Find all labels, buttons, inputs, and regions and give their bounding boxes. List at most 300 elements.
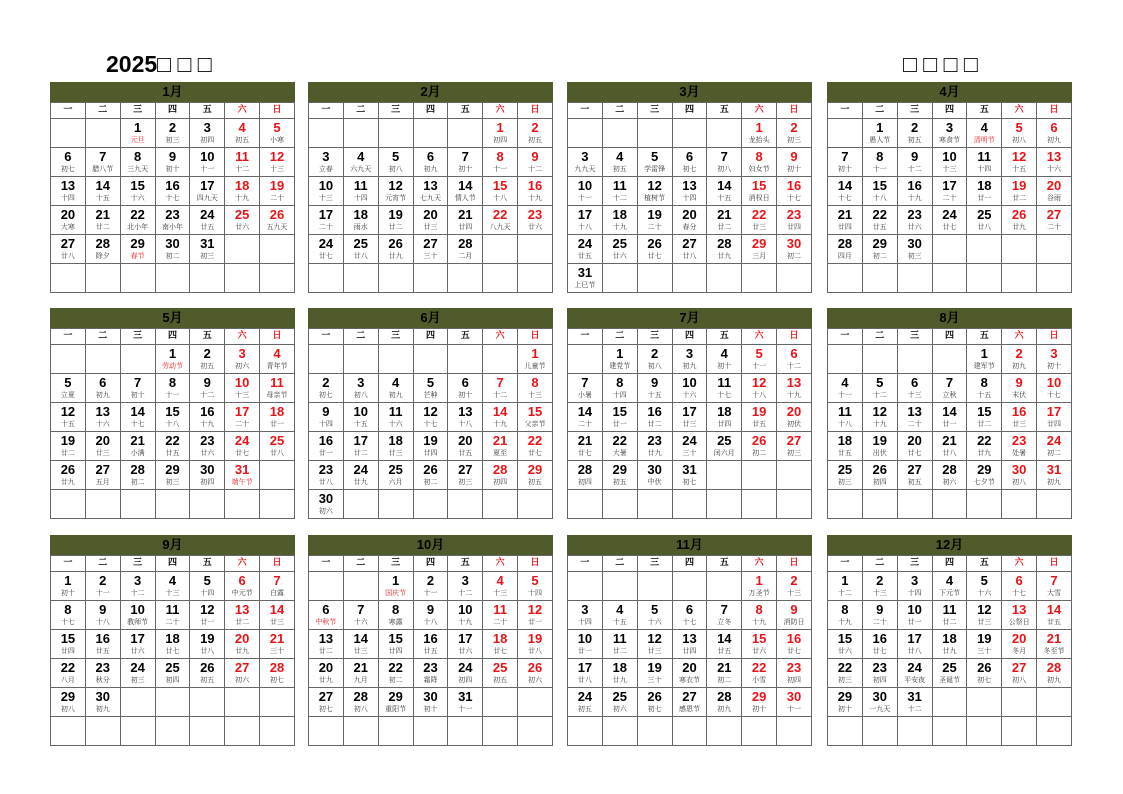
day-cell: [1037, 403, 1072, 432]
day-cell: [51, 374, 86, 403]
lunar-label: 初三: [907, 252, 922, 260]
day-cell: [1002, 206, 1037, 235]
lunar-label: 中秋节: [315, 618, 337, 626]
month-table: [827, 328, 1072, 519]
weekday-header: 二: [85, 556, 120, 572]
day-number: 17: [318, 207, 334, 222]
day-cell: [828, 403, 863, 432]
day-number: 31: [577, 265, 593, 280]
lunar-label: 初五: [528, 136, 543, 144]
day-number: 6: [426, 149, 435, 164]
lunar-label: 廿九: [60, 478, 75, 486]
month-title: 4月: [827, 82, 1072, 102]
day-cell: [190, 572, 225, 601]
day-number: 29: [60, 689, 76, 704]
day-number: 3: [1050, 346, 1058, 361]
day-number: 28: [130, 462, 145, 477]
day-cell: [828, 659, 863, 688]
lunar-label: 初八: [60, 705, 75, 713]
weekday-header: 三: [378, 103, 413, 119]
day-number: 22: [872, 207, 887, 222]
day-number: 23: [200, 433, 215, 448]
day-cell: [777, 177, 812, 206]
day-number: 4: [168, 573, 177, 588]
lunar-label: 十三: [907, 391, 922, 399]
day-cell: [518, 206, 553, 235]
empty-cell: [518, 264, 553, 293]
weekday-header: 二: [602, 103, 637, 119]
day-cell: [413, 432, 448, 461]
day-number: 18: [717, 404, 732, 419]
lunar-label: 十二: [458, 589, 473, 597]
weekday-header: 二: [862, 329, 897, 345]
empty-cell: [672, 572, 707, 601]
empty-cell: [1037, 264, 1072, 293]
lunar-label: 廿九: [353, 478, 368, 486]
day-number: 1: [616, 346, 624, 361]
day-number: 30: [165, 236, 180, 251]
empty-cell: [568, 119, 603, 148]
lunar-label: 十九: [837, 618, 852, 626]
lunar-label: 廿二: [95, 223, 110, 231]
lunar-label: 廿二: [647, 420, 662, 428]
day-cell: [448, 403, 483, 432]
day-cell: [51, 601, 86, 630]
empty-cell: [343, 264, 378, 293]
day-cell: [897, 374, 932, 403]
day-number: 14: [1046, 602, 1062, 617]
weekday-header: 四: [155, 103, 190, 119]
day-cell: [897, 688, 932, 717]
day-number: 4: [273, 346, 281, 361]
weekday-header: 六: [483, 556, 518, 572]
lunar-label: 初五: [493, 676, 508, 684]
day-number: 29: [751, 236, 767, 251]
day-cell: [707, 601, 742, 630]
lunar-label: 廿八: [942, 449, 957, 457]
day-cell: [85, 235, 120, 264]
day-cell: [828, 235, 863, 264]
lunar-label: 初三: [787, 449, 802, 457]
weekday-header: 一: [51, 329, 86, 345]
day-cell: [828, 206, 863, 235]
day-number: 11: [612, 631, 627, 646]
day-number: 11: [942, 602, 957, 617]
weekday-header: 四: [413, 329, 448, 345]
lunar-label: 白露: [270, 589, 285, 597]
day-number: 14: [269, 602, 285, 617]
lunar-label: 初十: [458, 391, 473, 399]
day-number: 6: [790, 346, 798, 361]
day-cell: [190, 374, 225, 403]
lunar-label: 初三: [200, 252, 215, 260]
lunar-label: 初四: [200, 136, 215, 144]
weekday-header: 四: [672, 103, 707, 119]
day-cell: [155, 119, 190, 148]
day-cell: [1037, 177, 1072, 206]
weekday-header: 六: [225, 329, 260, 345]
lunar-label: 廿五: [1047, 618, 1062, 626]
day-cell: [672, 432, 707, 461]
lunar-label: 十五: [95, 194, 110, 202]
day-number: 5: [980, 573, 988, 588]
day-cell: [225, 345, 260, 374]
month-table: [308, 555, 553, 746]
day-cell: [897, 432, 932, 461]
day-cell: [967, 177, 1002, 206]
day-cell: [777, 119, 812, 148]
day-number: 4: [616, 602, 624, 617]
lunar-label: 十二: [235, 165, 250, 173]
day-number: 26: [423, 462, 438, 477]
lunar-label: 廿八: [577, 676, 592, 684]
day-cell: [260, 206, 295, 235]
lunar-label: 情人节: [454, 194, 476, 202]
day-number: 18: [942, 631, 957, 646]
day-cell: [602, 345, 637, 374]
day-cell: [51, 177, 86, 206]
day-number: 12: [200, 602, 215, 617]
day-number: 5: [876, 375, 884, 390]
day-number: 17: [200, 178, 215, 193]
lunar-label: 十二: [200, 391, 215, 399]
lunar-label: 初八: [1012, 136, 1027, 144]
lunar-label: 十一: [752, 362, 767, 370]
lunar-label: 十六: [130, 194, 145, 202]
empty-cell: [309, 119, 344, 148]
lunar-label: 初七: [682, 478, 697, 486]
day-cell: [518, 659, 553, 688]
day-cell: [1037, 659, 1072, 688]
lunar-label: 上巳节: [574, 281, 596, 289]
month-title: 10月: [308, 535, 553, 555]
day-number: 9: [203, 375, 211, 390]
lunar-label: 三十: [270, 647, 285, 655]
lunar-label: 十二: [493, 391, 508, 399]
lunar-label: 初四: [787, 676, 802, 684]
weekday-header: 五: [707, 103, 742, 119]
day-number: 17: [942, 178, 957, 193]
day-number: 8: [64, 602, 72, 617]
day-cell: [413, 177, 448, 206]
day-cell: [343, 630, 378, 659]
day-cell: [378, 630, 413, 659]
lunar-label: 廿二: [942, 618, 957, 626]
day-number: 7: [273, 573, 281, 588]
month-table: [50, 328, 295, 519]
lunar-label: 冬至节: [1043, 647, 1065, 655]
lunar-label: 十四: [907, 589, 922, 597]
day-number: 23: [318, 462, 334, 477]
lunar-label: 二十: [647, 223, 662, 231]
day-number: 9: [790, 602, 798, 617]
day-number: 6: [461, 375, 469, 390]
month-table: [50, 102, 295, 293]
lunar-label: 十九: [907, 194, 922, 202]
day-number: 17: [577, 660, 593, 675]
empty-cell: [413, 717, 448, 746]
day-number: 4: [616, 149, 624, 164]
lunar-label: 立春: [318, 165, 333, 173]
empty-cell: [637, 490, 672, 519]
month-block: [308, 535, 553, 746]
lunar-label: 廿七: [165, 647, 180, 655]
day-number: 20: [682, 207, 697, 222]
day-cell: [897, 601, 932, 630]
lunar-label: 感恩节: [678, 705, 700, 713]
day-cell: [190, 659, 225, 688]
day-number: 19: [647, 660, 662, 675]
lunar-label: 初八: [388, 165, 403, 173]
day-number: 10: [577, 178, 593, 193]
day-number: 24: [577, 689, 593, 704]
lunar-label: 十三: [165, 589, 180, 597]
lunar-label: 十一: [837, 391, 852, 399]
day-number: 3: [910, 573, 919, 588]
empty-cell: [602, 490, 637, 519]
day-cell: [225, 601, 260, 630]
empty-cell: [518, 490, 553, 519]
day-number: 3: [133, 573, 142, 588]
day-cell: [602, 432, 637, 461]
day-cell: [85, 206, 120, 235]
lunar-label: 平安夜: [904, 676, 926, 684]
empty-cell: [602, 572, 637, 601]
lunar-label: 三十: [977, 647, 992, 655]
month-block: [827, 535, 1072, 746]
day-cell: [672, 148, 707, 177]
day-cell: [707, 403, 742, 432]
empty-cell: [343, 717, 378, 746]
weekday-header: 三: [120, 103, 155, 119]
lunar-label: 八月: [60, 676, 75, 684]
day-cell: [932, 432, 967, 461]
day-cell: [862, 177, 897, 206]
day-number: 12: [1011, 149, 1027, 164]
weekday-header: 日: [518, 103, 553, 119]
lunar-label: 廿二: [353, 449, 368, 457]
lunar-label: 初二: [1047, 449, 1062, 457]
lunar-label: 初十: [165, 165, 180, 173]
day-cell: [260, 403, 295, 432]
day-cell: [1002, 432, 1037, 461]
lunar-label: 处暑: [1012, 449, 1027, 457]
weekday-header: 五: [190, 329, 225, 345]
month-title: 11月: [567, 535, 812, 555]
day-number: 20: [786, 404, 802, 419]
month-title: 1月: [50, 82, 295, 102]
day-number: 5: [426, 375, 435, 390]
day-number: 12: [388, 178, 403, 193]
day-number: 19: [1011, 178, 1027, 193]
lunar-label: 十七: [1047, 391, 1062, 399]
day-cell: [155, 374, 190, 403]
day-number: 9: [322, 404, 330, 419]
weekday-header: 五: [190, 556, 225, 572]
day-number: 26: [751, 433, 767, 448]
lunar-label: 廿七: [647, 252, 662, 260]
day-cell: [343, 235, 378, 264]
lunar-label: 初八: [1012, 478, 1027, 486]
day-number: 4: [357, 149, 365, 164]
empty-cell: [190, 717, 225, 746]
day-cell: [120, 374, 155, 403]
lunar-label: 廿一: [977, 194, 992, 202]
lunar-label: 十五: [1012, 165, 1027, 173]
lunar-label: 初二: [752, 449, 767, 457]
lunar-label: 十二: [837, 589, 852, 597]
lunar-label: 廿五: [165, 449, 180, 457]
day-cell: [448, 374, 483, 403]
lunar-label: 十一: [787, 705, 802, 713]
month-title: 2月: [308, 82, 553, 102]
lunar-label: 劳动节: [161, 362, 183, 370]
day-number: 25: [977, 207, 992, 222]
day-number: 30: [423, 689, 438, 704]
lunar-label: 十三: [318, 194, 333, 202]
lunar-label: 元旦: [130, 136, 145, 144]
day-cell: [120, 119, 155, 148]
day-cell: [568, 659, 603, 688]
empty-cell: [637, 119, 672, 148]
lunar-label: 廿三: [1012, 420, 1027, 428]
day-number: 2: [99, 573, 107, 588]
day-number: 9: [99, 602, 107, 617]
lunar-label: 初七: [60, 165, 75, 173]
day-number: 29: [165, 462, 180, 477]
lunar-label: 初十: [837, 165, 852, 173]
lunar-label: 十九: [200, 420, 215, 428]
day-cell: [483, 601, 518, 630]
day-cell: [862, 403, 897, 432]
lunar-label: 廿八: [200, 647, 215, 655]
month-block: [827, 308, 1072, 519]
day-cell: [378, 374, 413, 403]
lunar-label: 廿九: [235, 647, 250, 655]
lunar-label: 清明节: [973, 136, 995, 144]
weekday-header: 二: [343, 329, 378, 345]
day-number: 18: [612, 207, 627, 222]
empty-cell: [51, 345, 86, 374]
empty-cell: [568, 345, 603, 374]
lunar-label: 三十: [647, 676, 662, 684]
day-number: 21: [492, 433, 508, 448]
empty-cell: [967, 717, 1002, 746]
day-cell: [637, 659, 672, 688]
day-cell: [637, 374, 672, 403]
lunar-label: 初十: [130, 391, 145, 399]
day-cell: [378, 601, 413, 630]
day-number: 23: [423, 660, 438, 675]
month-table: [567, 102, 812, 293]
empty-cell: [742, 264, 777, 293]
lunar-label: 学雷锋: [644, 165, 666, 173]
day-cell: [343, 374, 378, 403]
lunar-label: 初八: [647, 362, 662, 370]
lunar-label: 十七: [717, 391, 732, 399]
lunar-label: 十一: [200, 165, 215, 173]
lunar-label: 十五: [353, 420, 368, 428]
day-number: 9: [650, 375, 659, 390]
lunar-label: 十四: [977, 165, 992, 173]
day-cell: [155, 148, 190, 177]
day-cell: [225, 206, 260, 235]
day-cell: [155, 572, 190, 601]
day-cell: [637, 601, 672, 630]
lunar-label: 青年节: [266, 362, 288, 370]
month-title: 9月: [50, 535, 295, 555]
day-number: 15: [612, 404, 627, 419]
day-number: 28: [269, 660, 285, 675]
day-cell: [378, 235, 413, 264]
day-cell: [225, 432, 260, 461]
empty-cell: [51, 717, 86, 746]
day-cell: [828, 148, 863, 177]
lunar-label: 廿一: [612, 420, 627, 428]
weekday-header: 五: [967, 556, 1002, 572]
month-block: [50, 535, 295, 746]
empty-cell: [155, 264, 190, 293]
day-cell: [637, 403, 672, 432]
day-cell: [637, 461, 672, 490]
weekday-header: 四: [932, 103, 967, 119]
day-cell: [742, 148, 777, 177]
lunar-label: 廿六: [458, 647, 473, 655]
lunar-label: 廿四: [837, 223, 852, 231]
lunar-label: 廿九: [1012, 223, 1027, 231]
weekday-header: 四: [413, 556, 448, 572]
day-cell: [967, 206, 1002, 235]
day-cell: [483, 119, 518, 148]
day-number: 15: [492, 178, 508, 193]
lunar-label: 六月: [388, 478, 403, 486]
weekday-header: 一: [309, 329, 344, 345]
lunar-label: 廿九: [942, 647, 957, 655]
day-cell: [309, 235, 344, 264]
empty-cell: [828, 345, 863, 374]
lunar-label: 十七: [130, 420, 145, 428]
day-number: 29: [388, 689, 403, 704]
day-cell: [742, 374, 777, 403]
lunar-label: 立冬: [717, 618, 732, 626]
day-cell: [568, 601, 603, 630]
day-number: 22: [751, 660, 767, 675]
weekday-header: 五: [707, 556, 742, 572]
day-cell: [637, 206, 672, 235]
day-number: 26: [872, 462, 887, 477]
lunar-label: 初五: [907, 136, 922, 144]
day-cell: [602, 403, 637, 432]
lunar-label: 初五: [528, 478, 543, 486]
empty-cell: [309, 345, 344, 374]
weekday-header: 四: [932, 329, 967, 345]
day-number: 19: [60, 433, 76, 448]
day-number: 6: [322, 602, 330, 617]
day-cell: [518, 572, 553, 601]
day-number: 24: [353, 462, 368, 477]
day-cell: [483, 432, 518, 461]
day-number: 21: [353, 660, 368, 675]
weekday-header: 六: [1002, 556, 1037, 572]
lunar-label: 二十: [165, 618, 180, 626]
lunar-label: 初四: [872, 676, 887, 684]
lunar-label: 廿六: [837, 647, 852, 655]
day-cell: [707, 345, 742, 374]
day-number: 15: [388, 631, 403, 646]
day-cell: [568, 148, 603, 177]
lunar-label: 初二: [872, 252, 887, 260]
day-number: 16: [907, 178, 922, 193]
